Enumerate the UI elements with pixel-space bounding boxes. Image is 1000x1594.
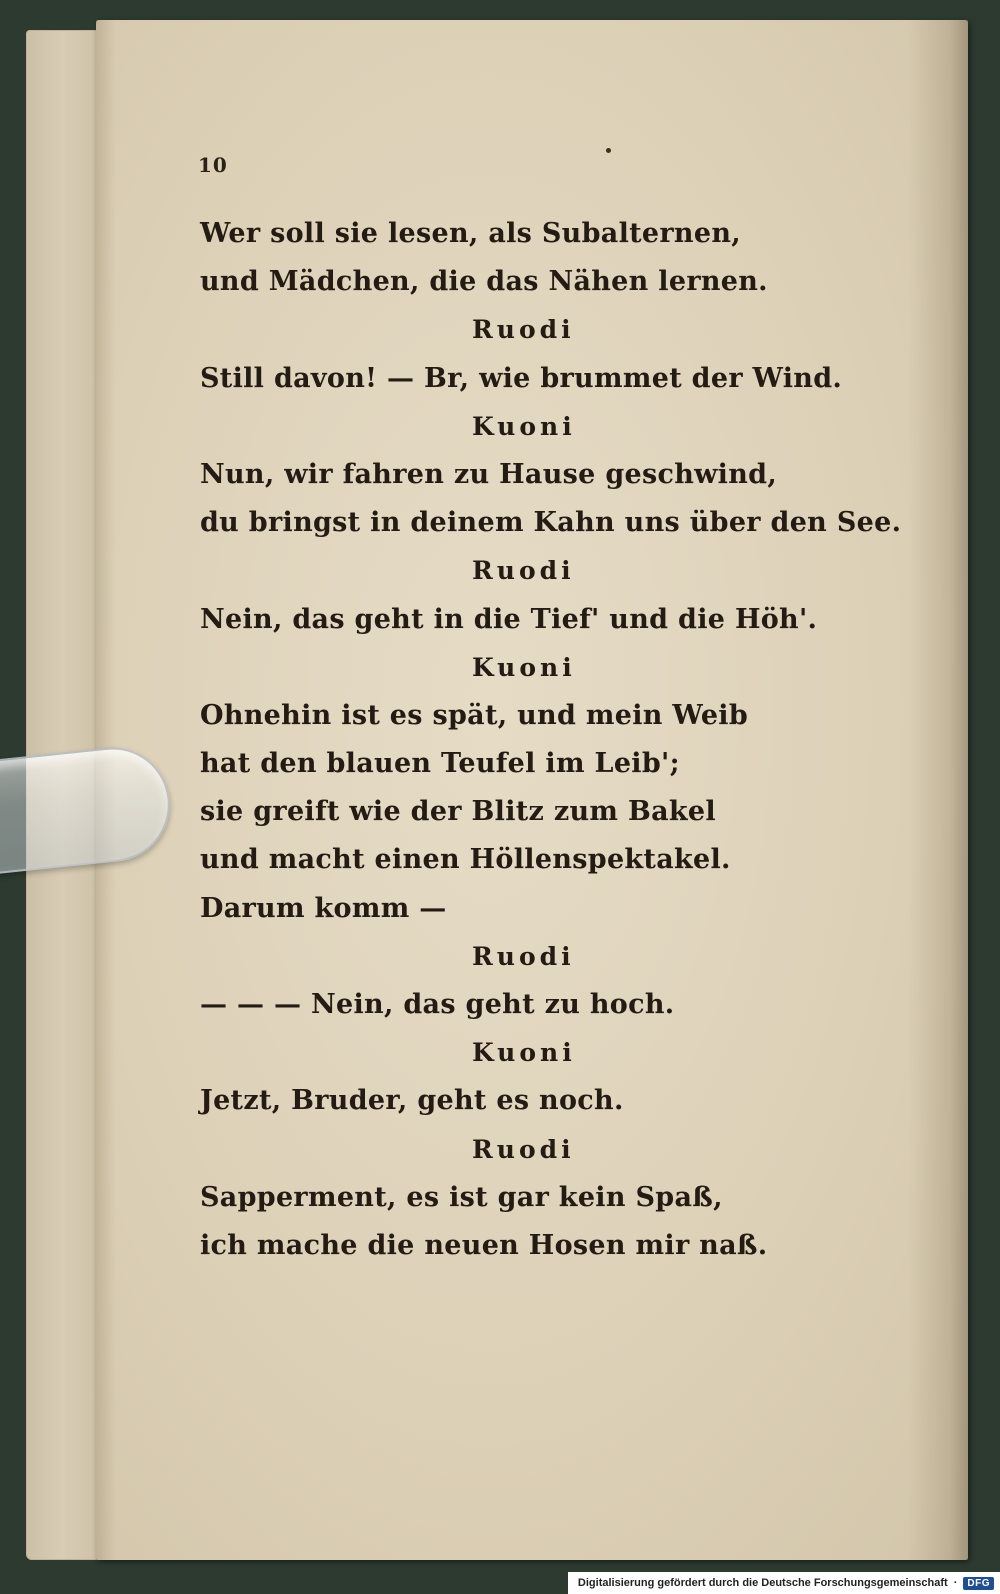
verse-line: Nein, das geht in die Tief' und die Höh'. [200, 603, 818, 635]
verse-line: und Mädchen, die das Nähen lernen. [200, 266, 768, 298]
verse-line: und macht einen Höllenspektakel. [200, 844, 731, 876]
verse-line: Darum komm — [200, 892, 447, 924]
verse-line: Ohnehin ist es spät, und mein Weib [200, 699, 749, 731]
verse-line: sie greift wie der Blitz zum Bakel [200, 796, 716, 828]
verse-line: Sapperment, es ist gar kein Spaß, [200, 1181, 723, 1213]
dfg-logo: DFG [963, 1577, 994, 1590]
verse-line: ich mache die neuen Hosen mir naß. [200, 1229, 768, 1261]
speaker-name: Ruodi [472, 315, 575, 345]
verse-line: du bringst in deinem Kahn uns über den See. [200, 507, 902, 539]
verse-line: hat den blauen Teufel im Leib'; [200, 748, 680, 780]
verse-line: Wer soll sie lesen, als Subalternen, [200, 218, 741, 249]
speaker-name: Ruodi [472, 941, 575, 971]
speaker-name: Ruodi [472, 556, 575, 586]
ink-speck [606, 148, 611, 153]
speaker-name: Kuoni [472, 652, 576, 682]
poem-text-block [200, 210, 902, 1270]
verse-line: Jetzt, Bruder, geht es noch. [200, 1085, 624, 1117]
speaker-name: Kuoni [472, 1038, 576, 1068]
speaker-name: Kuoni [472, 411, 576, 441]
page-number: 10 [198, 153, 228, 177]
verse-line: — — — Nein, das geht zu hoch. [200, 989, 675, 1020]
credit-separator: · [953, 1577, 958, 1589]
digitization-credit [568, 1572, 1000, 1594]
verse-line: Still davon! — Br, wie brummet der Wind. [200, 362, 843, 394]
credit-text: Digitalisierung gefördert durch die Deutsche Forschungsgemeinschaft [577, 1577, 948, 1589]
speaker-name: Ruodi [472, 1134, 575, 1164]
verse-line: Nun, wir fahren zu Hause geschwind, [200, 458, 778, 490]
